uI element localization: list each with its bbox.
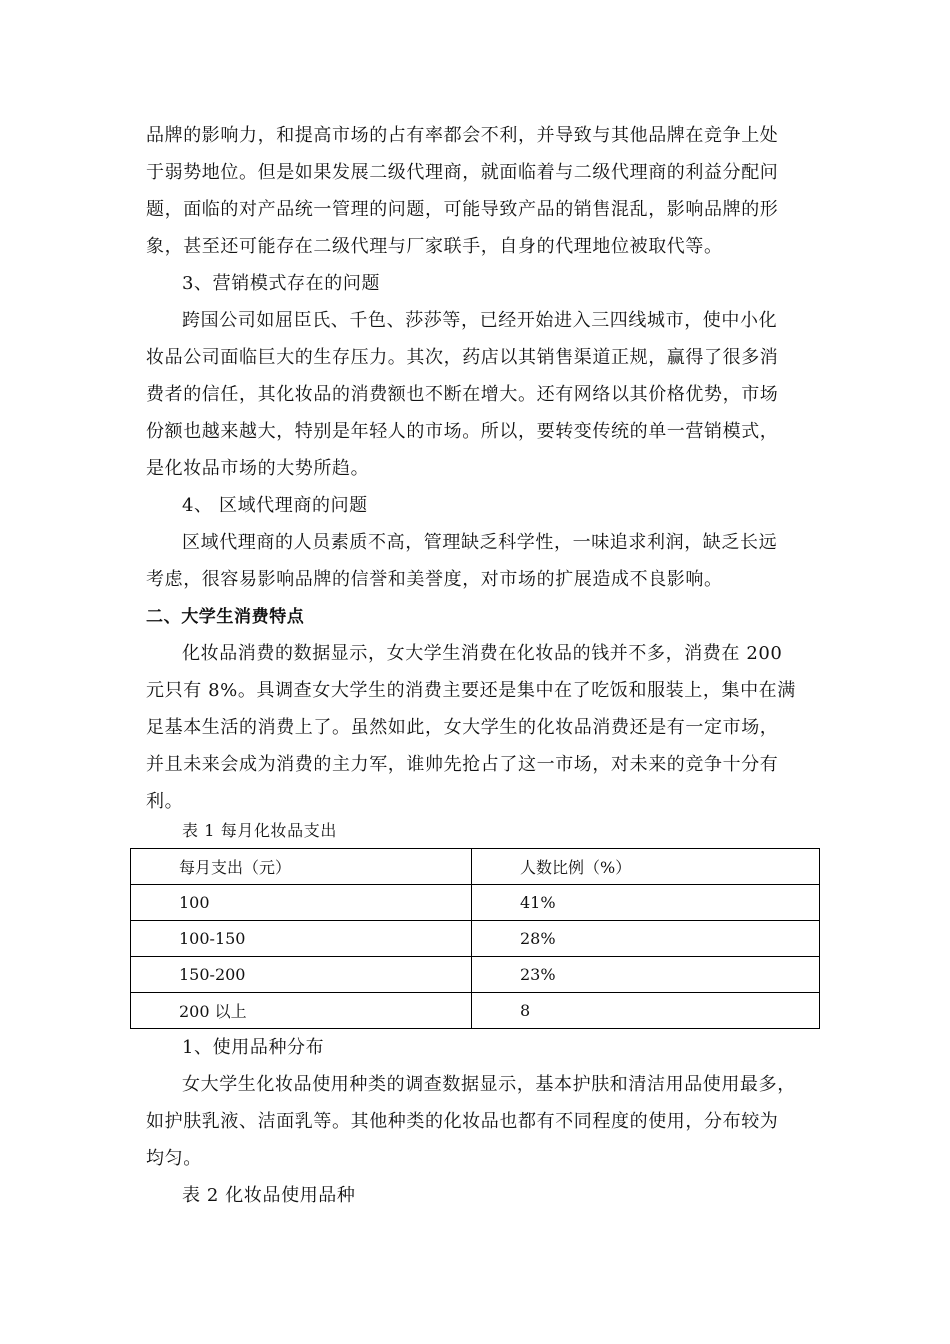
- paragraph-line: 元只有 8%。具调查女大学生的消费主要还是集中在了吃饭和服装上，集中在满: [146, 680, 796, 701]
- paragraph-line: 份额也越来越大，特别是年轻人的市场。所以，要转变传统的单一营销模式，: [146, 421, 779, 442]
- section-heading-4: 4、 区域代理商的问题: [182, 495, 368, 516]
- table-cell: 200 以上: [131, 993, 472, 1029]
- paragraph-line: 考虑，很容易影响品牌的信誉和美誉度，对市场的扩展造成不良影响。: [146, 569, 723, 590]
- paragraph-line: 化妆品消费的数据显示，女大学生消费在化妆品的钱并不多，消费在 200: [182, 643, 783, 664]
- paragraph-line: 并且未来会成为消费的主力军，谁帅先抢占了这一市场，对未来的竞争十分有: [146, 754, 779, 775]
- table1-caption: 表 1 每月化妆品支出: [182, 821, 337, 840]
- paragraph-line: 跨国公司如屈臣氏、千色、莎莎等，已经开始进入三四线城市，使中小化: [182, 310, 778, 331]
- table-cell: 23%: [472, 957, 820, 993]
- section-heading-usage: 1、使用品种分布: [182, 1037, 325, 1058]
- paragraph-line: 利。: [146, 791, 184, 812]
- section-heading-2: 二、大学生消费特点: [146, 607, 305, 627]
- table-header-row: [131, 849, 820, 885]
- paragraph-line: 是化妆品市场的大势所趋。: [146, 458, 370, 479]
- table-header-cell: 每月支出（元）: [131, 849, 472, 885]
- table-cell: 100-150: [131, 921, 472, 957]
- table-cell: 41%: [472, 885, 820, 921]
- table-row: [131, 993, 820, 1029]
- paragraph-line: 象，甚至还可能存在二级代理与厂家联手，自身的代理地位被取代等。: [146, 236, 723, 257]
- paragraph-line: 妆品公司面临巨大的生存压力。其次，药店以其销售渠道正规，赢得了很多消: [146, 347, 779, 368]
- table-cell: 8: [472, 993, 820, 1029]
- paragraph-line: 于弱势地位。但是如果发展二级代理商，就面临着与二级代理商的利益分配问: [146, 162, 779, 183]
- table-cell: 100: [131, 885, 472, 921]
- table-row: [131, 885, 820, 921]
- monthly-spending-table: [130, 848, 820, 1029]
- paragraph-line: 如护肤乳液、洁面乳等。其他种类的化妆品也都有不同程度的使用，分布较为: [146, 1111, 779, 1132]
- table-row: [131, 921, 820, 957]
- table-row: [131, 957, 820, 993]
- table2-caption: 表 2 化妆品使用品种: [182, 1185, 356, 1206]
- table-cell: 150-200: [131, 957, 472, 993]
- table-header-cell: 人数比例（%）: [472, 849, 820, 885]
- paragraph-line: 费者的信任，其化妆品的消费额也不断在增大。还有网络以其价格优势，市场: [146, 384, 779, 405]
- paragraph-line: 均匀。: [146, 1148, 202, 1169]
- paragraph-line: 题，面临的对产品统一管理的问题，可能导致产品的销售混乱，影响品牌的形: [146, 199, 779, 220]
- paragraph-line: 足基本生活的消费上了。虽然如此，女大学生的化妆品消费还是有一定市场，: [146, 717, 779, 738]
- paragraph-line: 区域代理商的人员素质不高，管理缺乏科学性，一味追求利润，缺乏长远: [182, 532, 778, 553]
- section-heading-3: 3、营销模式存在的问题: [182, 273, 381, 294]
- table-cell: 28%: [472, 921, 820, 957]
- paragraph-line: 女大学生化妆品使用种类的调查数据显示，基本护肤和清洁用品使用最多，: [182, 1074, 796, 1095]
- paragraph-line: 品牌的影响力，和提高市场的占有率都会不利，并导致与其他品牌在竞争上处: [146, 125, 779, 146]
